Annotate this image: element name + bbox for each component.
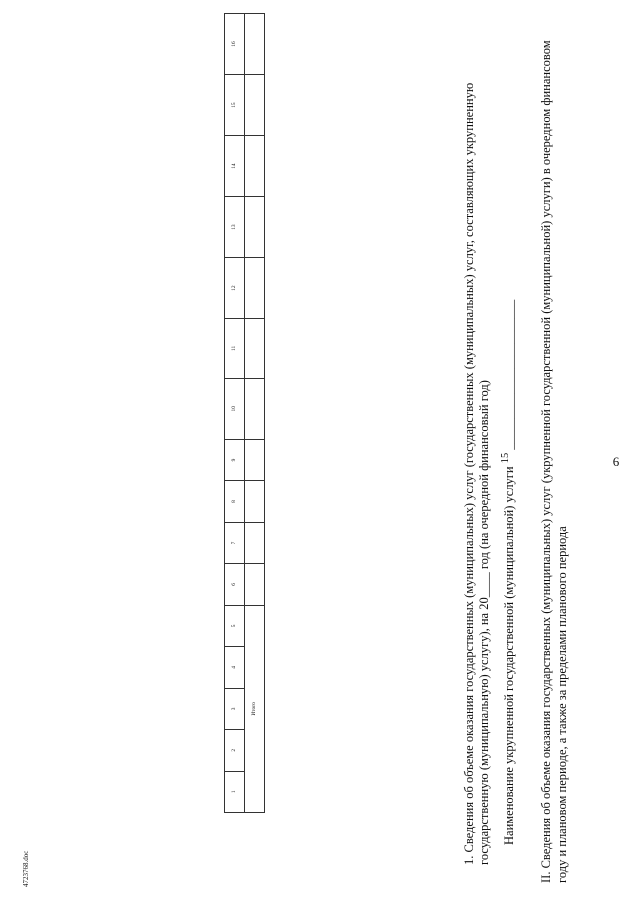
col-num: 5 [225,605,245,646]
col-num: 1 [225,771,245,812]
service-name-label: Наименование укрупненной государственной (муниципальной) услуги $^{15}$ ________________________ [500,299,517,845]
total-row [245,14,265,813]
col-num: 2 [225,730,245,771]
col-num: 15 [225,75,245,136]
doc-id: 4723768.doc [22,850,30,887]
col-num: 13 [225,197,245,258]
col-num: 4 [225,647,245,688]
subsection-title: 1. Сведения об объеме оказания государственных (муниципальных) услуг (государственных (муниципальных) услуг, составляющих укрупненную государственную (муниципальную) услугу), на 20____ год (на очередной финансовый год) [462,82,491,865]
col-num: 3 [225,688,245,729]
col-num: 8 [225,481,245,522]
col-num: 6 [225,564,245,605]
col-num: 10 [225,378,245,439]
col-num: 11 [225,319,245,379]
col-num: 7 [225,522,245,563]
col-num: 16 [225,14,245,75]
col-num: 12 [225,258,245,319]
page-number: 6 [612,453,620,469]
volume-table [224,13,265,813]
col-num: 14 [225,136,245,197]
section-title: II. Сведения об объеме оказания государственных (муниципальных) услуг (укрупненной государственной (муниципальной) услуги) в очередном финансовом году и плановом периоде, а также за пределами планового периода [539,40,569,883]
total-label: Итого [245,605,265,812]
column-number-row [225,14,245,813]
col-num: 9 [225,439,245,480]
